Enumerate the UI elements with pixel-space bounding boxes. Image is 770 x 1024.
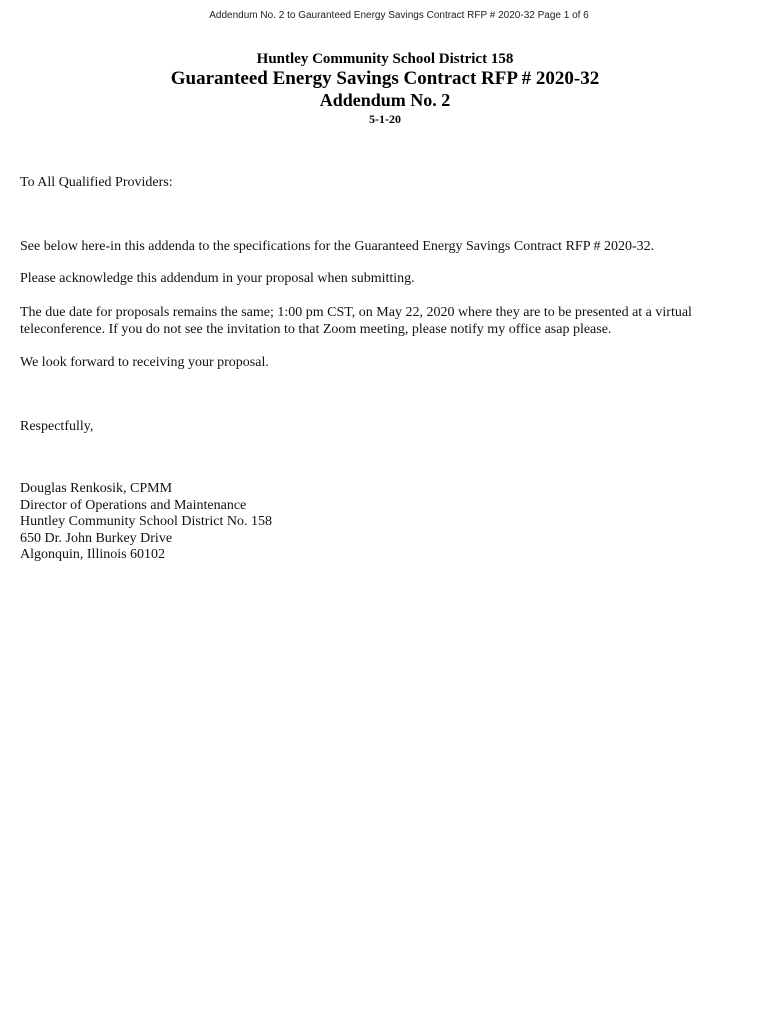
signer-name: Douglas Renkosik, CPMM: [20, 481, 173, 496]
addendum-date: 5-1-20: [369, 112, 401, 126]
closing: Respectfully,: [20, 419, 94, 434]
paragraph-acknowledge: Please acknowledge this addendum in your proposal when submitting.: [20, 271, 415, 286]
signer-organization: Huntley Community School District No. 158: [20, 514, 272, 529]
running-header: Addendum No. 2 to Gauranteed Energy Savings Contract RFP # 2020-32 Page 1 of 6: [209, 10, 589, 21]
signer-city: Algonquin, Illinois 60102: [20, 547, 166, 562]
paragraph-addenda: See below here-in this addenda to the specifications for the Guaranteed Energy Savings Contract RFP # 2020-32.: [20, 239, 655, 254]
salutation: To All Qualified Providers:: [20, 175, 173, 190]
rfp-title: Guaranteed Energy Savings Contract RFP # 2020-32: [170, 68, 600, 89]
addendum-title: Addendum No. 2: [319, 90, 451, 110]
signer-title: Director of Operations and Maintenance: [20, 497, 247, 513]
paragraph-closing-remark: We look forward to receiving your proposal.: [20, 355, 269, 370]
signature-block: [20, 481, 420, 564]
paragraph-due-date: The due date for proposals remains the same; 1:00 pm CST, on May 22, 2020 where they are to be presented at a virtual teleconference. If you do not see the invitation to that Zoom meeting, please notify my office asap please.: [20, 305, 692, 337]
title-block: [0, 50, 770, 127]
signer-street: 650 Dr. John Burkey Drive: [20, 530, 173, 546]
district-name: Huntley Community School District 158: [256, 51, 514, 67]
